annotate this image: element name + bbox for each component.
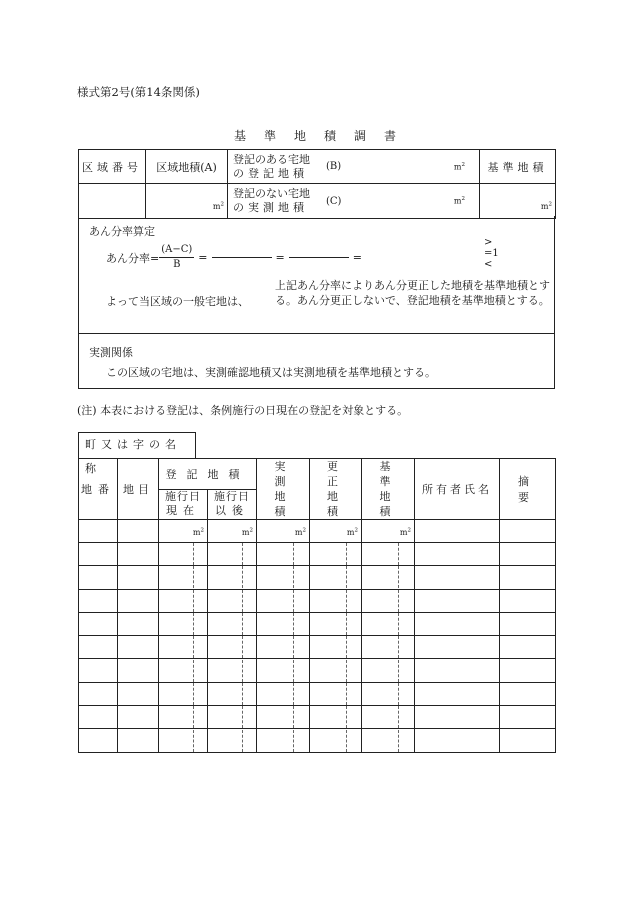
area-summary-table bbox=[78, 149, 556, 219]
dashed-divider bbox=[193, 590, 194, 612]
dashed-divider bbox=[293, 566, 294, 588]
blank-line bbox=[289, 257, 349, 258]
dashed-divider bbox=[293, 590, 294, 612]
dashed-divider bbox=[193, 543, 194, 565]
table-row bbox=[79, 612, 556, 635]
survey-section bbox=[78, 334, 555, 389]
standard-area-header: 基準地積 bbox=[480, 150, 556, 184]
after-enforce-header: 施行日 以後 bbox=[208, 489, 257, 520]
registered-label-line1: 登記のある宅地 bbox=[233, 152, 310, 166]
table-cell[interactable] bbox=[500, 706, 556, 729]
table-cell[interactable] bbox=[118, 589, 159, 612]
dashed-divider bbox=[293, 730, 294, 752]
general-land-text: 上記あん分率によりあん分更正した地積を基準地積とする。あん分更正しないで、登記地積を基準地積とする。 bbox=[275, 279, 550, 307]
ratio-denominator: B bbox=[173, 259, 181, 270]
table-cell[interactable] bbox=[362, 706, 415, 729]
table-cell[interactable] bbox=[362, 543, 415, 566]
ratio-fraction bbox=[159, 243, 194, 272]
owner-header: 所有者氏名 bbox=[415, 459, 500, 520]
table-cell[interactable] bbox=[159, 729, 208, 752]
ratio-section bbox=[78, 216, 555, 334]
survey-heading: 実測関係 bbox=[89, 346, 133, 359]
dashed-divider bbox=[242, 636, 243, 658]
table-cell[interactable] bbox=[79, 589, 118, 612]
table-cell[interactable] bbox=[500, 659, 556, 682]
table-cell[interactable] bbox=[159, 659, 208, 682]
footnote: (注) 本表における登記は、条例施行の日現在の登記を対象とする。 bbox=[77, 404, 409, 417]
dashed-divider bbox=[346, 613, 347, 635]
before-enforce-header: 施行日 現在 bbox=[159, 489, 208, 520]
table-cell[interactable] bbox=[159, 706, 208, 729]
table-cell[interactable] bbox=[159, 636, 208, 659]
table-cell[interactable] bbox=[310, 706, 362, 729]
table-cell[interactable] bbox=[415, 543, 500, 566]
table-cell[interactable] bbox=[79, 729, 118, 752]
unit-label: $m^2$ bbox=[453, 196, 465, 206]
form-number: 様式第2号(第14条関係) bbox=[77, 85, 200, 99]
table-cell[interactable] bbox=[118, 566, 159, 589]
table-cell[interactable] bbox=[257, 589, 310, 612]
table-row bbox=[79, 636, 556, 659]
table-cell[interactable] bbox=[208, 566, 257, 589]
dashed-divider bbox=[398, 613, 399, 635]
dashed-divider bbox=[293, 660, 294, 682]
table-cell[interactable] bbox=[310, 566, 362, 589]
registered-label-line2: の登記地積 bbox=[233, 166, 308, 180]
dashed-divider bbox=[398, 590, 399, 612]
table-cell[interactable] bbox=[118, 706, 159, 729]
table-cell[interactable] bbox=[415, 706, 500, 729]
dashed-divider bbox=[242, 543, 243, 565]
dashed-divider bbox=[193, 730, 194, 752]
table-cell[interactable] bbox=[310, 589, 362, 612]
table-cell[interactable] bbox=[208, 543, 257, 566]
table-cell[interactable] bbox=[159, 566, 208, 589]
unregistered-code: (C) bbox=[326, 195, 342, 207]
dashed-divider bbox=[346, 636, 347, 658]
table-cell[interactable] bbox=[159, 589, 208, 612]
table-cell[interactable] bbox=[118, 729, 159, 752]
dashed-divider bbox=[193, 706, 194, 728]
dashed-divider bbox=[193, 636, 194, 658]
table-cell[interactable] bbox=[310, 612, 362, 635]
table-cell[interactable] bbox=[79, 659, 118, 682]
zone-area-header: 区域地積(A) bbox=[146, 150, 228, 184]
table-cell[interactable] bbox=[310, 659, 362, 682]
table-cell[interactable] bbox=[415, 612, 500, 635]
dashed-divider bbox=[398, 566, 399, 588]
table-cell[interactable] bbox=[79, 543, 118, 566]
dashed-divider bbox=[293, 706, 294, 728]
unregistered-label-line1: 登記のない宅地 bbox=[233, 187, 310, 200]
table-cell[interactable] bbox=[118, 682, 159, 705]
table-cell[interactable] bbox=[500, 543, 556, 566]
table-cell[interactable] bbox=[362, 566, 415, 589]
dashed-divider bbox=[398, 730, 399, 752]
dashed-divider bbox=[193, 660, 194, 682]
table-cell[interactable] bbox=[257, 566, 310, 589]
table-cell[interactable] bbox=[79, 566, 118, 589]
unregistered-label-line2: の実測地積 bbox=[233, 201, 308, 214]
table-cell[interactable] bbox=[208, 589, 257, 612]
table-cell[interactable] bbox=[415, 566, 500, 589]
table-cell[interactable] bbox=[79, 682, 118, 705]
dashed-divider bbox=[346, 590, 347, 612]
dashed-divider bbox=[398, 706, 399, 728]
table-cell[interactable] bbox=[500, 729, 556, 752]
comparison-symbol: > =1 < bbox=[484, 237, 499, 270]
standard-area-value: $m^2$ bbox=[480, 184, 556, 219]
table-cell[interactable] bbox=[415, 729, 500, 752]
table-cell[interactable] bbox=[362, 589, 415, 612]
table-cell[interactable] bbox=[500, 682, 556, 705]
table-cell[interactable] bbox=[118, 636, 159, 659]
equals-sign: = bbox=[275, 251, 285, 264]
equals-sign: = bbox=[198, 251, 208, 264]
table-cell[interactable] bbox=[257, 543, 310, 566]
lot-number-header: 地番 bbox=[79, 459, 118, 520]
dashed-divider bbox=[242, 590, 243, 612]
ratio-heading: あん分率算定 bbox=[89, 225, 155, 238]
table-cell[interactable] bbox=[118, 543, 159, 566]
table-cell[interactable] bbox=[208, 636, 257, 659]
registered-code: (B) bbox=[326, 161, 342, 172]
table-cell[interactable] bbox=[362, 636, 415, 659]
table-row bbox=[79, 543, 556, 566]
table-cell[interactable] bbox=[208, 682, 257, 705]
registered-area-cell bbox=[228, 150, 480, 184]
unit-row: $m^2$ $m^2$ $m^2$ $m^2$ $m^2$ bbox=[79, 520, 556, 543]
table-cell[interactable] bbox=[159, 543, 208, 566]
dashed-divider bbox=[242, 730, 243, 752]
ratio-label: あん分率= bbox=[106, 251, 160, 265]
table-cell[interactable] bbox=[79, 636, 118, 659]
general-land-label: よって当区域の一般宅地は、 bbox=[106, 295, 249, 308]
table-row bbox=[79, 729, 556, 752]
blank-line bbox=[212, 257, 272, 258]
dashed-divider bbox=[398, 660, 399, 682]
table-cell[interactable] bbox=[257, 706, 310, 729]
table-cell[interactable] bbox=[257, 636, 310, 659]
table-row bbox=[79, 706, 556, 729]
table-cell[interactable] bbox=[208, 729, 257, 752]
town-name-label: 町又は字の名称 bbox=[78, 432, 196, 458]
dashed-divider bbox=[346, 566, 347, 588]
table-cell[interactable] bbox=[310, 729, 362, 752]
table-cell[interactable] bbox=[362, 612, 415, 635]
registered-area-header: 登記地積 bbox=[159, 459, 257, 490]
dashed-divider bbox=[398, 683, 399, 705]
remarks-header: 摘要 bbox=[500, 459, 556, 520]
table-cell[interactable] bbox=[118, 659, 159, 682]
table-cell[interactable] bbox=[208, 706, 257, 729]
dashed-divider bbox=[193, 683, 194, 705]
dashed-divider bbox=[398, 543, 399, 565]
table-cell[interactable] bbox=[208, 612, 257, 635]
table-cell[interactable] bbox=[415, 659, 500, 682]
table-cell[interactable] bbox=[310, 543, 362, 566]
table-cell[interactable] bbox=[257, 612, 310, 635]
dashed-divider bbox=[242, 683, 243, 705]
table-row bbox=[79, 589, 556, 612]
zone-number-value bbox=[79, 184, 146, 219]
table-cell[interactable] bbox=[415, 682, 500, 705]
dashed-divider bbox=[242, 613, 243, 635]
dashed-divider bbox=[293, 613, 294, 635]
table-cell[interactable] bbox=[79, 612, 118, 635]
table-cell[interactable] bbox=[362, 682, 415, 705]
table-cell[interactable] bbox=[159, 682, 208, 705]
dashed-divider bbox=[346, 543, 347, 565]
table-cell[interactable] bbox=[500, 612, 556, 635]
table-cell[interactable] bbox=[362, 729, 415, 752]
zone-area-value: $m^2$ bbox=[146, 184, 228, 219]
dashed-divider bbox=[346, 706, 347, 728]
equals-sign: = bbox=[352, 251, 362, 264]
dashed-divider bbox=[398, 636, 399, 658]
table-cell[interactable] bbox=[257, 729, 310, 752]
dashed-divider bbox=[293, 543, 294, 565]
dashed-divider bbox=[293, 683, 294, 705]
table-cell[interactable] bbox=[500, 589, 556, 612]
table-row bbox=[79, 682, 556, 705]
land-category-header: 地目 bbox=[118, 459, 159, 520]
table-row bbox=[79, 659, 556, 682]
document-title: 基準地積調書 bbox=[233, 129, 414, 143]
table-cell[interactable] bbox=[362, 659, 415, 682]
ratio-formula bbox=[106, 243, 362, 272]
table-cell[interactable] bbox=[500, 636, 556, 659]
dashed-divider bbox=[293, 636, 294, 658]
dashed-divider bbox=[346, 683, 347, 705]
table-cell[interactable] bbox=[208, 659, 257, 682]
dashed-divider bbox=[193, 566, 194, 588]
table-cell[interactable] bbox=[159, 612, 208, 635]
ratio-numerator: (A−C) bbox=[159, 243, 194, 258]
dashed-divider bbox=[193, 613, 194, 635]
survey-area-header: 実測 地積 bbox=[257, 459, 310, 520]
unit-label: $m^2$ bbox=[453, 161, 465, 172]
dashed-divider bbox=[242, 706, 243, 728]
table-cell[interactable] bbox=[415, 636, 500, 659]
standard-area-header: 基準 地積 bbox=[362, 459, 415, 520]
dashed-divider bbox=[346, 730, 347, 752]
dashed-divider bbox=[346, 660, 347, 682]
lot-table bbox=[78, 458, 556, 753]
table-cell[interactable] bbox=[118, 612, 159, 635]
dashed-divider bbox=[242, 660, 243, 682]
zone-number-header: 区域番号 bbox=[79, 150, 146, 184]
table-row bbox=[79, 566, 556, 589]
table-cell[interactable] bbox=[310, 682, 362, 705]
corrected-area-header: 更正 地積 bbox=[310, 459, 362, 520]
survey-text: この区域の宅地は、実測確認地積又は実測地積を基準地積とする。 bbox=[106, 366, 436, 379]
dashed-divider bbox=[242, 566, 243, 588]
table-cell[interactable] bbox=[257, 659, 310, 682]
table-cell[interactable] bbox=[79, 706, 118, 729]
table-cell[interactable] bbox=[500, 566, 556, 589]
table-cell[interactable] bbox=[415, 589, 500, 612]
unregistered-area-cell bbox=[228, 184, 480, 219]
table-cell[interactable] bbox=[310, 636, 362, 659]
table-cell[interactable] bbox=[257, 682, 310, 705]
